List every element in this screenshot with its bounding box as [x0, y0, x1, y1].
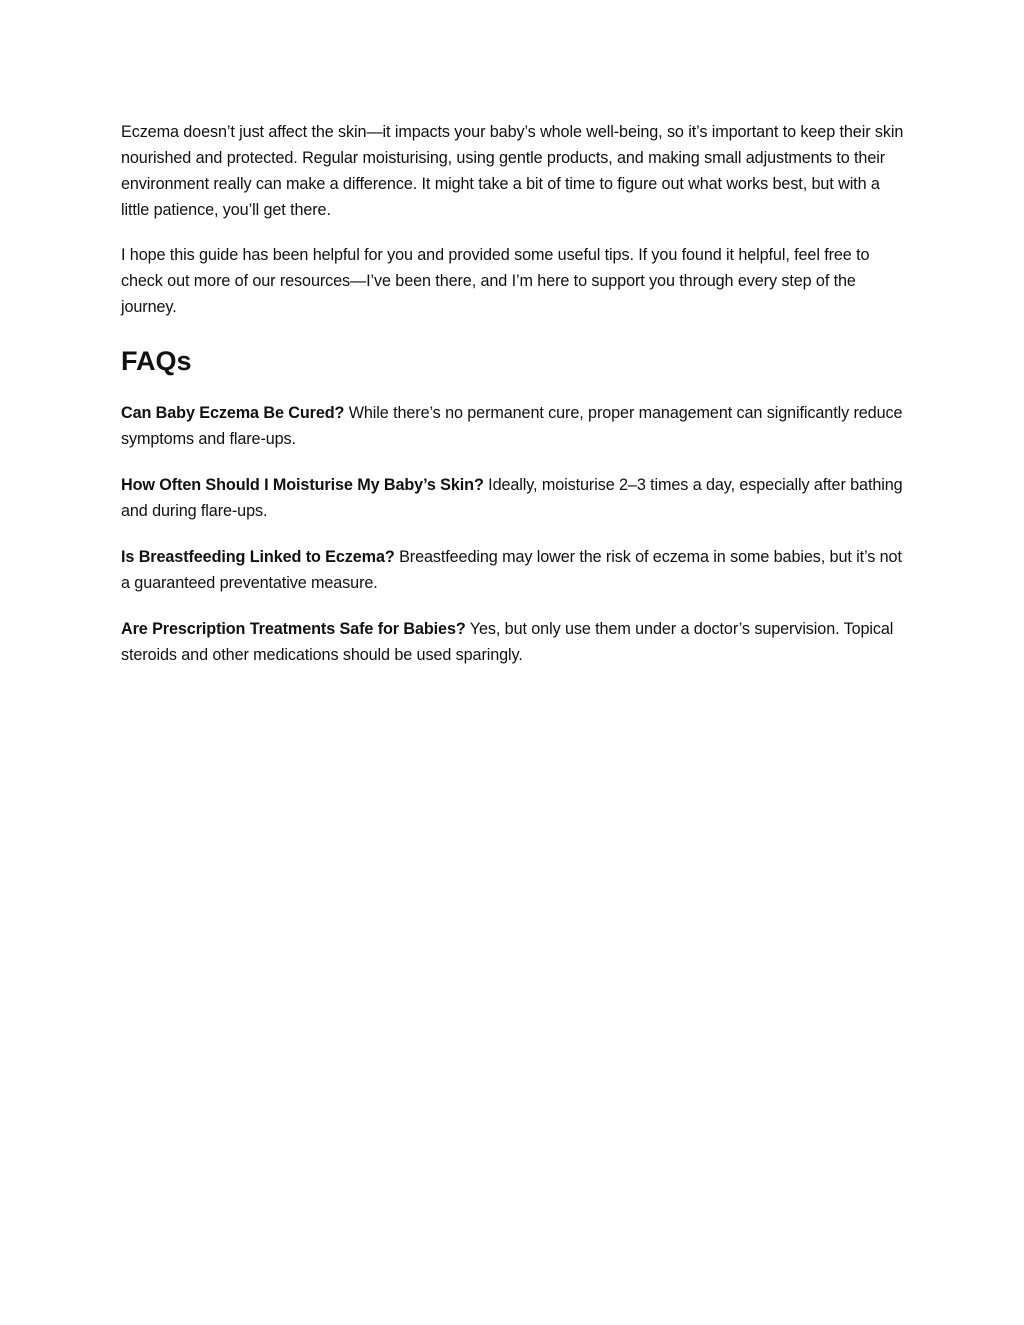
faq-question: How Often Should I Moisturise My Baby’s Skin? — [121, 476, 484, 494]
faq-item — [121, 616, 911, 668]
faq-question: Can Baby Eczema Be Cured? — [121, 404, 345, 422]
faq-heading: FAQs — [121, 346, 192, 376]
document-page — [121, 119, 911, 688]
intro-paragraph: I hope this guide has been helpful for you and provided some useful tips. If you found it helpful, feel free to check out more of our resources—I’ve been there, and I’m here to support you through every step of the journey. — [121, 246, 870, 316]
faq-answer: Yes, but only use them under a doctor’s supervision. Topical steroids and other medications should be used sparingly. — [121, 620, 894, 664]
faq-item — [121, 472, 911, 524]
faq-question: Are Prescription Treatments Safe for Babies? — [121, 620, 466, 638]
faq-answer: Breastfeeding may lower the risk of eczema in some babies, but it’s not a guaranteed preventative measure. — [121, 548, 902, 592]
faq-item — [121, 400, 911, 452]
faq-question: Is Breastfeeding Linked to Eczema? — [121, 548, 395, 566]
intro-paragraph: Eczema doesn’t just affect the skin—it impacts your baby’s whole well-being, so it’s important to keep their skin nourished and protected. Regular moisturising, using gentle products, and making small adjustments to their environment really can make a difference. It might take a bit of time to figure out what works best, but with a little patience, you’ll get there. — [121, 123, 904, 219]
faq-answer: While there’s no permanent cure, proper management can significantly reduce symptoms and flare-ups. — [121, 404, 903, 448]
faq-item — [121, 544, 911, 596]
faq-answer: Ideally, moisturise 2–3 times a day, especially after bathing and during flare-ups. — [121, 476, 903, 520]
